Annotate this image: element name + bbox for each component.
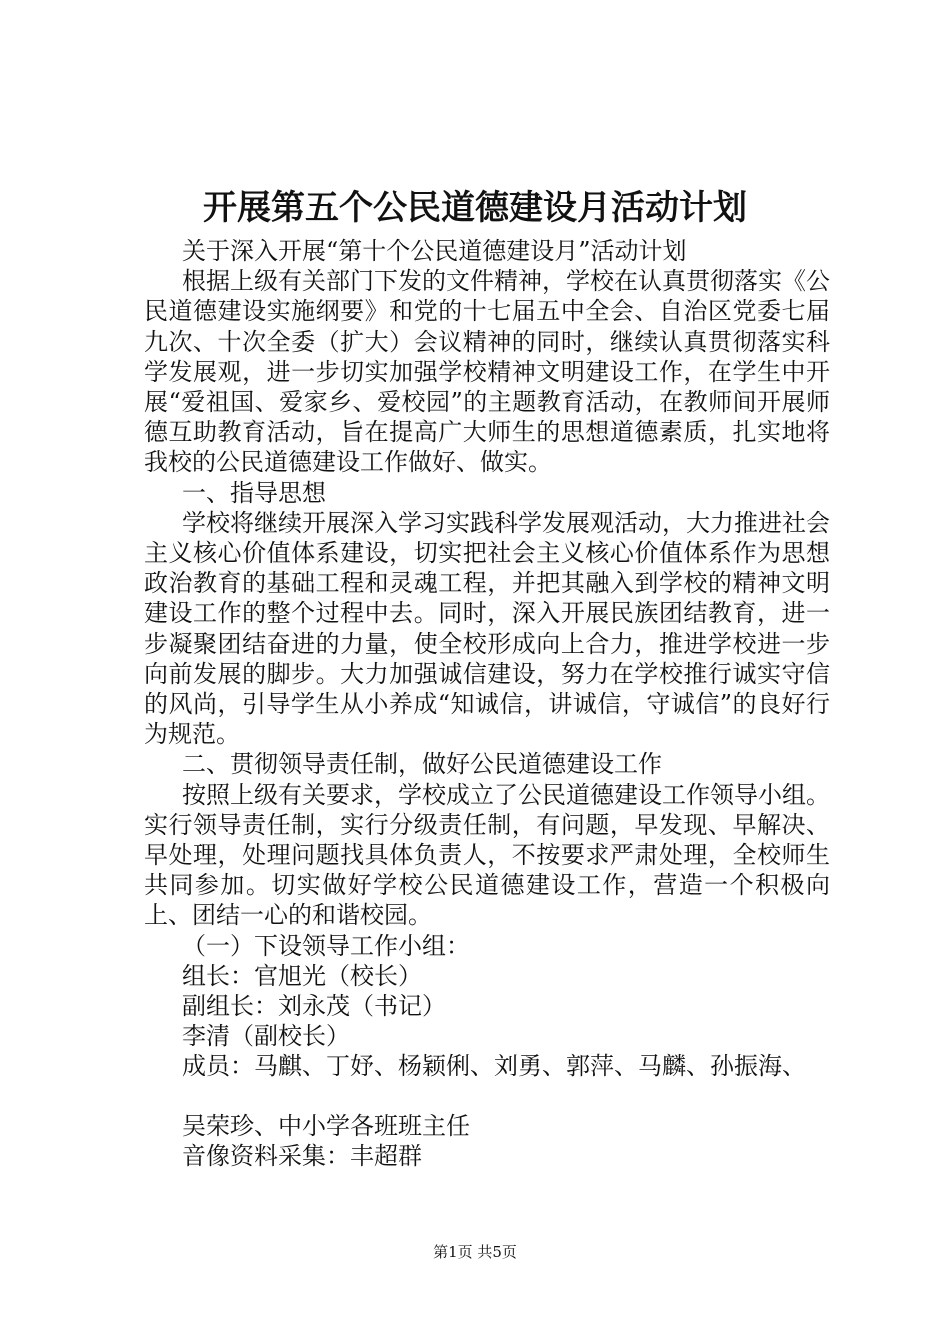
members-continued-line: 吴荣珍、中小学各班班主任: [182, 1111, 470, 1140]
vice-leader-line: 副组长：刘永茂（书记）: [182, 992, 446, 1021]
section-heading-2: 二、贯彻领导责任制，做好公民道德建设工作: [182, 750, 662, 779]
media-line: 音像资料采集：丰超群: [182, 1141, 422, 1170]
paragraph-3: 按照上级有关要求，学校成立了公民道德建设工作领导小组。实行领导责任制，实行分级责任制，有问题，早发现、早解决、早处理，处理问题找具体负责人，不按要求严肃处理，全校师生共同参加。切实做好学校公民道德建设工作，营造一个积极向上、团结一心的和谐校园。: [144, 780, 830, 930]
leader-line: 组长：官旭光（校长）: [182, 961, 422, 990]
sub-heading-1: （一）下设领导工作小组：: [182, 931, 470, 960]
document-title: 开展第五个公民道德建设月活动计划: [203, 188, 747, 228]
vice-leader-line-2: 李清（副校长）: [182, 1022, 350, 1051]
paragraph-2: 学校将继续开展深入学习实践科学发展观活动，大力推进社会主义核心价值体系建设，切实把社会主义核心价值体系作为思想政治教育的基础工程和灵魂工程，并把其融入到学校的精神文明建设工作的整个过程中去。同时，深入开展民族团结教育，进一步凝聚团结奋进的力量，使全校形成向上合力，推进学校进一步向前发展的脚步。大力加强诚信建设，努力在学校推行诚实守信的风尚，引导学生从小养成“知诚信，讲诚信，守诚信”的良好行为规范。: [144, 508, 830, 749]
section-heading-1: 一、指导思想: [182, 478, 326, 507]
members-line: 成员：马麒、丁妤、杨颖俐、刘勇、郭萍、马麟、孙振海、: [182, 1052, 806, 1081]
paragraph-1: 根据上级有关部门下发的文件精神，学校在认真贯彻落实《公民道德建设实施纲要》和党的十七届五中全会、自治区党委七届九次、十次全委（扩大）会议精神的同时，继续认真贯彻落实科学发展观，进一步切实加强学校精神文明建设工作，在学生中开展“爱祖国、爱家乡、爱校园”的主题教育活动，在教师间开展师德互助教育活动，旨在提高广大师生的思想道德素质，扎实地将我校的公民道德建设工作做好、做实。: [144, 267, 830, 477]
document-body: [144, 236, 830, 1171]
spacer: [144, 1082, 830, 1111]
intro-line: 关于深入开展“第十个公民道德建设月”活动计划: [182, 237, 687, 265]
page-number: 第1页 共5页: [433, 1243, 517, 1261]
